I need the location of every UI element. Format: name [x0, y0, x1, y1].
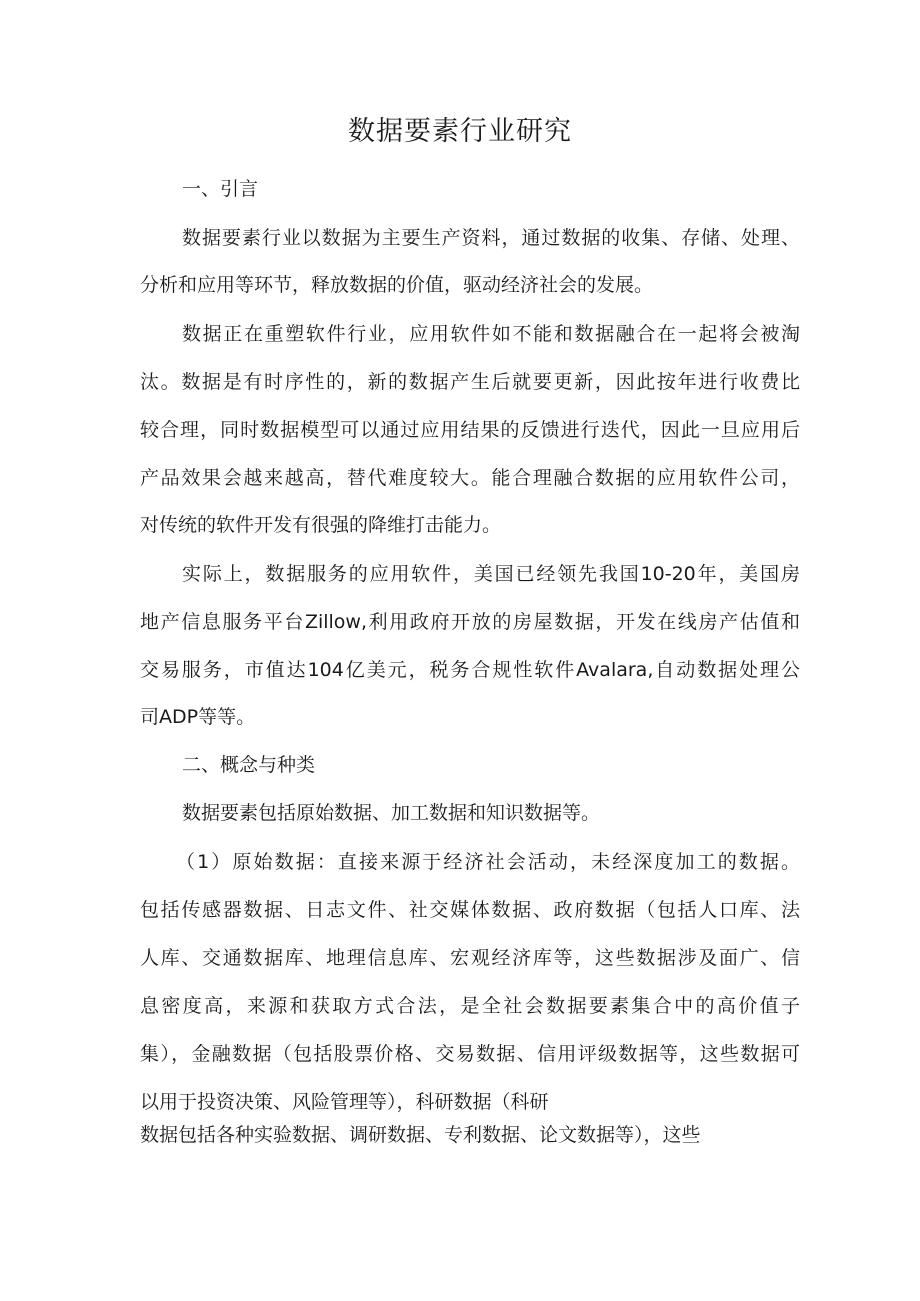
paragraph-line: 分析和应用等环节，释放数据的价值，驱动经济社会的发展。	[140, 274, 654, 296]
paragraph-line: 较合理，同时数据模型可以通过应用结果的反馈进行迭代，因此一旦应用后	[140, 419, 800, 441]
list-item-raw-data: （1）原始数据：直接来源于经济社会活动，未经深度加工的数据。	[176, 851, 800, 873]
paragraph-line: 数据要素包括原始数据、加工数据和知识数据等。	[182, 802, 601, 824]
paragraph-line: 息密度高，来源和获取方式合法，是全社会数据要素集合中的高价值子	[140, 995, 800, 1017]
paragraph-line: 产品效果会越来越高，替代难度较大。能合理融合数据的应用软件公司，	[140, 467, 800, 489]
paragraph-line: 实际上，数据服务的应用软件，美国已经领先我国10-20年，美国房	[182, 563, 800, 585]
paragraph-line: 汰。数据是有时序性的，新的数据产生后就要更新，因此按年进行收费比	[140, 371, 800, 393]
paragraph-line: 对传统的软件开发有很强的降维打击能力。	[140, 514, 502, 536]
document-title: 数据要素行业研究	[348, 116, 572, 147]
paragraph-line: 司ADP等等。	[140, 706, 256, 728]
paragraph-line: 包括传感器数据、日志文件、社交媒体数据、政府数据（包括人口库、法	[140, 899, 800, 921]
section-heading-concepts: 二、概念与种类	[182, 754, 316, 776]
paragraph-line: 数据要素行业以数据为主要生产资料，通过数据的收集、存储、处理、	[182, 227, 800, 249]
paragraph-line: 数据正在重塑软件行业，应用软件如不能和数据融合在一起将会被淘	[182, 323, 800, 345]
paragraph-line: 以用于投资决策、风险管理等），科研数据（科研	[140, 1091, 549, 1113]
paragraph-line: 数据包括各种实验数据、调研数据、专利数据、论文数据等），这些	[140, 1124, 701, 1146]
section-heading-intro: 一、引言	[182, 178, 259, 200]
paragraph-line: 地产信息服务平台Zillow,利用政府开放的房屋数据，开发在线房产估值和	[140, 611, 800, 633]
paragraph-line: 人库、交通数据库、地理信息库、宏观经济库等，这些数据涉及面广、信	[140, 947, 800, 969]
paragraph-line: 交易服务，市值达104亿美元，税务合规性软件Avalara,自动数据处理公	[140, 659, 800, 681]
paragraph-line: 集），金融数据（包括股票价格、交易数据、信用评级数据等，这些数据可	[140, 1043, 800, 1065]
